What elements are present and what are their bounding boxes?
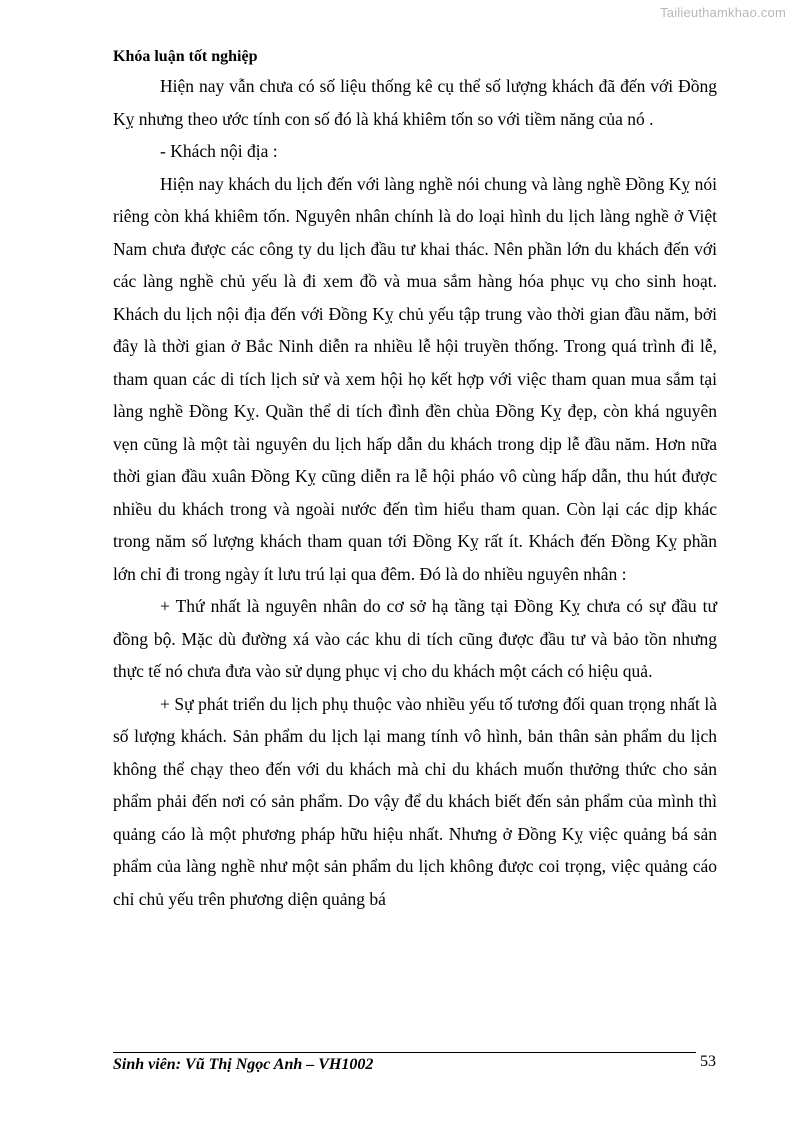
footer-student-name: Sinh viên: Vũ Thị Ngọc Anh – VH1002 xyxy=(113,1056,374,1073)
document-header-title: Khóa luận tốt nghiệp xyxy=(113,48,258,65)
paragraph: Hiện nay khách du lịch đến với làng nghề nói chung và làng nghề Đồng Kỵ nói riêng còn khá khiêm tốn. Nguyên nhân chính là do loại hình du lịch làng nghề ở Việt Nam chưa được các công ty du lịch đầu tư khai thác. Nên phần lớn du khách đến với các làng nghề chủ yếu là đi xem đồ và mua sắm hàng hóa phục vụ cho sinh hoạt. Khách du lịch nội địa đến với Đồng Kỵ chủ yếu tập trung vào thời gian đầu năm, bởi đây là thời gian ở Bắc Ninh diễn ra nhiều lễ hội truyền thống. Trong quá trình đi lễ, tham quan các di tích lịch sử và xem hội họ kết hợp với việc tham quan mua sắm tại làng nghề Đồng Kỵ. Quần thể di tích đình đền chùa Đồng Kỵ đẹp, còn khá nguyên vẹn cũng là một tài nguyên du lịch hấp dẫn du khách trong dịp lễ đầu năm. Hơn nữa thời gian đầu xuân Đồng Kỵ cũng diễn ra lễ hội pháo vô cùng hấp dẫn, thu hút được nhiều du khách trong và ngoài nước đến tìm hiểu tham quan. Còn lại các dịp khác trong năm số lượng khách tham quan tới Đồng Kỵ rất ít. Khách đến Đồng Kỵ phần lớn chỉ đi trong ngày ít lưu trú lại qua đêm. Đó là do nhiều nguyên nhân : xyxy=(113,173,717,584)
paragraph: - Khách nội địa : xyxy=(160,141,278,161)
footer-divider xyxy=(113,1052,696,1053)
paragraph: + Thứ nhất là nguyên nhân do cơ sở hạ tầng tại Đồng Kỵ chưa có sự đầu tư đồng bộ. Mặc dù đường xá vào các khu di tích cũng được đầu tư và bảo tồn nhưng thực tế nó chưa đưa vào sử dụng phục vị cho du khách một cách có hiệu quả. xyxy=(113,596,717,681)
document-body xyxy=(113,70,717,915)
paragraph: + Sự phát triển du lịch phụ thuộc vào nhiều yếu tố tương đối quan trọng nhất là số lượng khách. Sản phẩm du lịch lại mang tính vô hình, bản thân sản phẩm du lịch không thể chạy theo đến với du khách mà chỉ du khách muốn thưởng thức cho sản phẩm phải đến nơi có sản phẩm. Do vậy để du khách biết đến sản phẩm của mình thì quảng cáo là một phương pháp hữu hiệu nhất. Nhưng ở Đồng Kỵ việc quảng bá sản phẩm của làng nghề như một sản phẩm du lịch không được coi trọng, việc quảng cáo chỉ chủ yếu trên phương diện quảng bá xyxy=(113,693,717,909)
paragraph: Hiện nay vẫn chưa có số liệu thống kê cụ thể số lượng khách đã đến với Đồng Kỵ nhưng theo ước tính con số đó là khá khiêm tốn so với tiềm năng của nó . xyxy=(113,76,717,129)
watermark-text: Tailieuthamkhao.com xyxy=(660,5,786,20)
page-number: 53 xyxy=(700,1053,716,1070)
